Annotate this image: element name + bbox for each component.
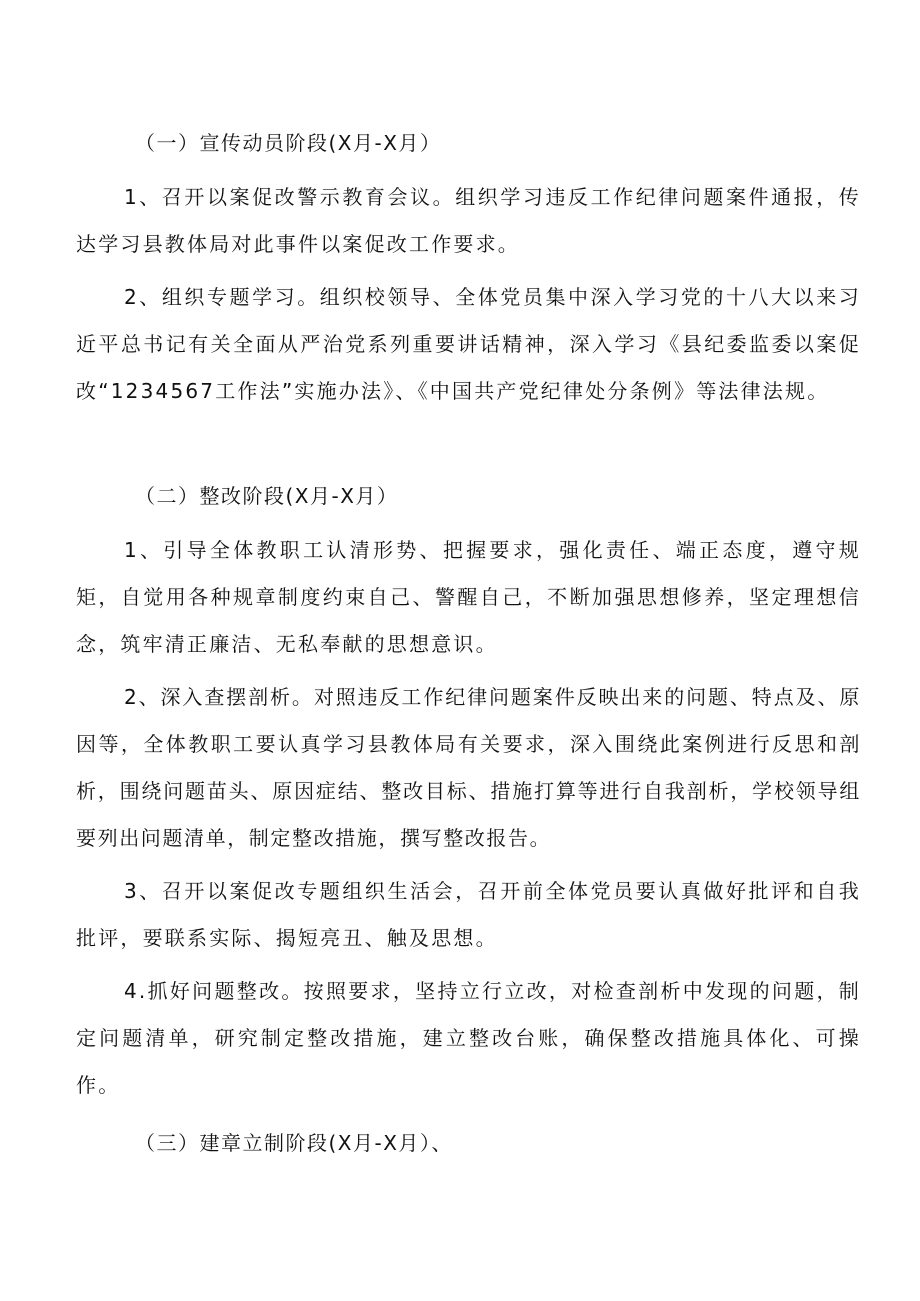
paragraph-in-depth-analysis: 2、深入查摆剖析。对照违反工作纪律问题案件反映出来的问题、特点及、原因等，全体教职工要认真学习县教体局有关要求，深入围绕此案例进行反思和剖析，围绕问题苗头、原因症结、整改目标、措施打算等进行自我剖析，学校领导组要列出问题清单，制定整改措施，撰写整改报告。 — [76, 685, 861, 850]
paragraph-problem-rectification: 4.抓好问题整改。按照要求，坚持立行立改，对检查剖析中发现的问题，制定问题清单，研究制定整改措施，建立整改台账，确保整改措施具体化、可操作。 — [76, 979, 861, 1097]
paragraph-organizational-life-meeting: 3、召开以案促改专题组织生活会，召开前全体党员要认真做好批评和自我批评，要联系实际、揭短亮丑、触及思想。 — [76, 879, 861, 950]
paragraph-guide-staff: 1、引导全体教职工认清形势、把握要求，强化责任、端正态度，遵守规矩，自觉用各种规章制度约束自己、警醒自己，不断加强思想修养，坚定理想信念，筑牢清正廉洁、无私奉献的思想意识。 — [76, 538, 861, 656]
section-heading-rectification: （二）整改阶段(X月-X月） — [135, 484, 399, 508]
paragraph-special-study: 2、组织专题学习。组织校领导、全体党员集中深入学习党的十八大以来习近平总书记有关全面从严治党系列重要讲话精神，深入学习《县纪委监委以案促改“1234567工作法”实施办法》、《中国共产党纪律处分条例》等法律法规。 — [76, 285, 861, 403]
section-heading-propaganda-mobilization: （一）宣传动员阶段(X月-X月） — [135, 131, 442, 155]
paragraph-warning-education-meeting: 1、召开以案促改警示教育会议。组织学习违反工作纪律问题案件通报，传达学习县教体局对此事件以案促改工作要求。 — [76, 185, 861, 256]
section-heading-system-building: （三）建章立制阶段(X月-X月）、 — [135, 1131, 453, 1155]
